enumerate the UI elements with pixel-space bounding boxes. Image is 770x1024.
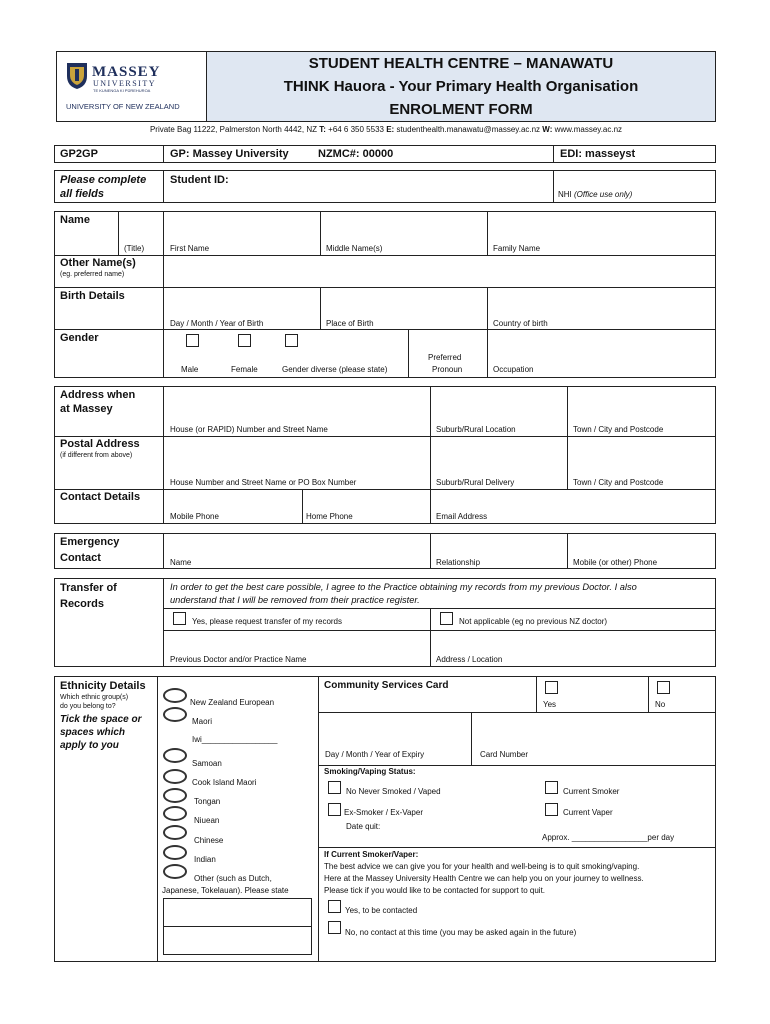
csc-no-checkbox[interactable] xyxy=(657,681,670,694)
male-label: Male xyxy=(181,365,199,374)
nz-european-option[interactable] xyxy=(163,688,187,703)
maori-label: Maori xyxy=(192,717,213,726)
date-quit-field[interactable]: Date quit: xyxy=(346,822,381,831)
relationship-field[interactable]: Relationship xyxy=(436,558,481,567)
dob-field[interactable]: Day / Month / Year of Birth xyxy=(170,319,264,328)
logo-university: UNIVERSITY xyxy=(93,79,156,88)
address-section xyxy=(54,386,716,524)
ex-smoker-checkbox[interactable] xyxy=(328,803,341,816)
town-city-field[interactable]: Town / City and Postcode xyxy=(573,425,664,434)
if-current-heading: If Current Smoker/Vaper: xyxy=(324,850,419,859)
ethnicity-sub-1: Which ethnic group(s) xyxy=(60,694,129,701)
csc-title: Community Services Card xyxy=(324,680,449,691)
previous-doctor-field[interactable]: Previous Doctor and/or Practice Name xyxy=(170,655,307,664)
ethnicity-section xyxy=(54,676,716,962)
address-location-field[interactable]: Address / Location xyxy=(436,655,503,664)
logo-subline: UNIVERSITY OF NEW ZEALAND xyxy=(66,102,180,111)
emergency-mobile-field[interactable]: Mobile (or other) Phone xyxy=(573,558,658,567)
other-names-sub: (eg. preferred name) xyxy=(60,271,125,278)
csc-no-label: No xyxy=(655,700,666,709)
female-checkbox[interactable] xyxy=(238,334,251,347)
current-vaper-label: Current Vaper xyxy=(563,808,613,817)
suburb-location-field[interactable]: Suburb/Rural Location xyxy=(436,425,516,434)
town-city-field-2[interactable]: Town / City and Postcode xyxy=(573,478,664,487)
name-label: Name xyxy=(60,214,90,226)
tick-note-1: Tick the space or xyxy=(60,714,142,725)
cook-island-maori-option[interactable] xyxy=(163,769,187,784)
contact-line: Private Bag 11222, Palmerston North 4442, NZ T: +64 6 350 5533 E: studenthealth.manawatu@massey.ac.nz W: www.massey.ac.nz xyxy=(149,125,623,134)
ex-smoker-label: Ex-Smoker / Ex-Vaper xyxy=(344,808,423,817)
house-rapid-field[interactable]: House (or RAPID) Number and Street Name xyxy=(170,425,328,434)
personal-section xyxy=(54,211,716,378)
not-applicable-checkbox[interactable] xyxy=(440,612,453,625)
chinese-option[interactable] xyxy=(163,825,187,840)
never-smoked-label: No Never Smoked / Vaped xyxy=(346,787,441,796)
gp-label: GP: Massey University xyxy=(170,148,289,160)
tongan-label: Tongan xyxy=(194,797,221,806)
home-phone-field[interactable]: Home Phone xyxy=(306,512,353,521)
header-title-2: THINK Hauora - Your Primary Health Organisation xyxy=(283,78,639,95)
csc-card-number-field[interactable]: Card Number xyxy=(480,750,529,759)
postal-address-sub: (if different from above) xyxy=(60,452,133,459)
suburb-delivery-field[interactable]: Suburb/Rural Delivery xyxy=(436,478,515,487)
yes-contact-label: Yes, to be contacted xyxy=(345,906,418,915)
postal-address-label: Postal Address xyxy=(60,438,140,450)
logo-maori: TE KUNENGA KI PŪREHUROA xyxy=(93,88,151,93)
place-of-birth-field[interactable]: Place of Birth xyxy=(326,319,374,328)
nzmc-label: NZMC#: 00000 xyxy=(318,148,394,160)
current-smoker-checkbox[interactable] xyxy=(545,781,558,794)
other-ethnicity-input-1[interactable] xyxy=(163,898,312,927)
middle-name-field[interactable]: Middle Name(s) xyxy=(326,244,383,253)
house-po-field[interactable]: House Number and Street Name or PO Box Number xyxy=(170,478,357,487)
cook-island-maori-label: Cook Island Maori xyxy=(192,778,257,787)
consent-line-1: In order to get the best care possible, I agree to the Practice obtaining my records from my previous Doctor. I also xyxy=(170,582,637,592)
crest-icon xyxy=(66,62,88,90)
not-applicable-label: Not applicable (eg no previous NZ doctor) xyxy=(459,617,608,626)
please-complete: Please complete xyxy=(60,174,147,186)
ethnicity-title: Ethnicity Details xyxy=(60,680,146,692)
transfer-label-2: Records xyxy=(60,598,105,610)
advice-line-2: Here at the Massey University Health Centre we can help you on your journey to wellness. xyxy=(324,874,644,883)
other-names-label: Other Name(s) xyxy=(60,257,136,269)
samoan-option[interactable] xyxy=(163,748,187,763)
chinese-label: Chinese xyxy=(194,836,224,845)
other-option[interactable] xyxy=(163,864,187,879)
family-name-field[interactable]: Family Name xyxy=(493,244,541,253)
birth-details-label: Birth Details xyxy=(60,290,125,302)
header-title-3: ENROLMENT FORM xyxy=(389,101,533,118)
country-of-birth-field[interactable]: Country of birth xyxy=(493,319,548,328)
smoking-title: Smoking/Vaping Status: xyxy=(324,767,416,776)
address-massey-label-1: Address when xyxy=(60,389,136,401)
edi-label: EDI: masseyst xyxy=(560,148,636,160)
emergency-label-1: Emergency xyxy=(60,536,120,548)
other-ethnicity-input-2[interactable] xyxy=(163,926,312,955)
indian-option[interactable] xyxy=(163,845,187,860)
current-smoker-label: Current Smoker xyxy=(563,787,620,796)
email-field[interactable]: Email Address xyxy=(436,512,488,521)
approx-per-day-field[interactable]: Approx. _________________per day xyxy=(542,833,675,842)
gender-label: Gender xyxy=(60,332,99,344)
current-vaper-checkbox[interactable] xyxy=(545,803,558,816)
massey-logo xyxy=(66,60,196,115)
pronoun-label: Pronoun xyxy=(432,365,463,374)
iwi-field[interactable]: Iwi_________________ xyxy=(192,735,278,744)
indian-label: Indian xyxy=(194,855,216,864)
request-transfer-checkbox[interactable] xyxy=(173,612,186,625)
occupation-field[interactable]: Occupation xyxy=(493,365,534,374)
gender-diverse-label: Gender diverse (please state) xyxy=(282,365,388,374)
no-contact-label: No, no contact at this time (you may be asked again in the future) xyxy=(345,928,577,937)
samoan-label: Samoan xyxy=(192,759,222,768)
title-field[interactable]: (Title) xyxy=(124,244,145,253)
advice-line-3: Please tick if you would like to be contacted for support to quit. xyxy=(324,886,546,895)
csc-yes-label: Yes xyxy=(543,700,557,709)
logo-massey: MASSEY xyxy=(92,64,161,80)
yes-contact-checkbox[interactable] xyxy=(328,900,341,913)
all-fields: all fields xyxy=(60,188,105,200)
ethnicity-sub-2: do you belong to? xyxy=(60,703,116,710)
header-title-1: STUDENT HEALTH CENTRE – MANAWATU xyxy=(308,55,614,72)
tick-note-3: apply to you xyxy=(60,740,119,751)
transfer-label-1: Transfer of xyxy=(60,582,117,594)
never-smoked-checkbox[interactable] xyxy=(328,781,341,794)
mobile-phone-field[interactable]: Mobile Phone xyxy=(170,512,219,521)
contact-details-label: Contact Details xyxy=(60,491,141,503)
maori-option[interactable] xyxy=(163,707,187,722)
other-label-cont: Japanese, Tokelauan). Please state xyxy=(162,886,289,895)
emergency-name-field[interactable]: Name xyxy=(170,558,192,567)
nz-european-label: New Zealand European xyxy=(190,698,275,707)
preferred-label: Preferred xyxy=(428,353,462,362)
tick-note-2: spaces which xyxy=(60,727,126,738)
emergency-label-2: Contact xyxy=(60,552,101,564)
other-label: Other (such as Dutch, xyxy=(194,874,272,883)
gp2gp-label: GP2GP xyxy=(60,148,98,160)
first-name-field[interactable]: First Name xyxy=(170,244,210,253)
address-massey-label-2: at Massey xyxy=(60,403,113,415)
no-contact-checkbox[interactable] xyxy=(328,921,341,934)
gender-diverse-checkbox[interactable] xyxy=(285,334,298,347)
request-transfer-label: Yes, please request transfer of my records xyxy=(192,617,342,626)
niuean-label: Niuean xyxy=(194,816,220,825)
consent-line-2: understand that I will be removed from their practice register. xyxy=(170,595,420,605)
tongan-option[interactable] xyxy=(163,788,187,803)
csc-yes-checkbox[interactable] xyxy=(545,681,558,694)
female-label: Female xyxy=(231,365,258,374)
advice-line-1: The best advice we can give you for your health and well-being is to quit smoking/vaping. xyxy=(324,862,640,871)
student-id-label[interactable]: Student ID: xyxy=(170,174,229,186)
csc-expiry-field[interactable]: Day / Month / Year of Expiry xyxy=(325,750,425,759)
nhi-label: NHI (Office use only) xyxy=(558,190,633,199)
male-checkbox[interactable] xyxy=(186,334,199,347)
niuean-option[interactable] xyxy=(163,806,187,821)
